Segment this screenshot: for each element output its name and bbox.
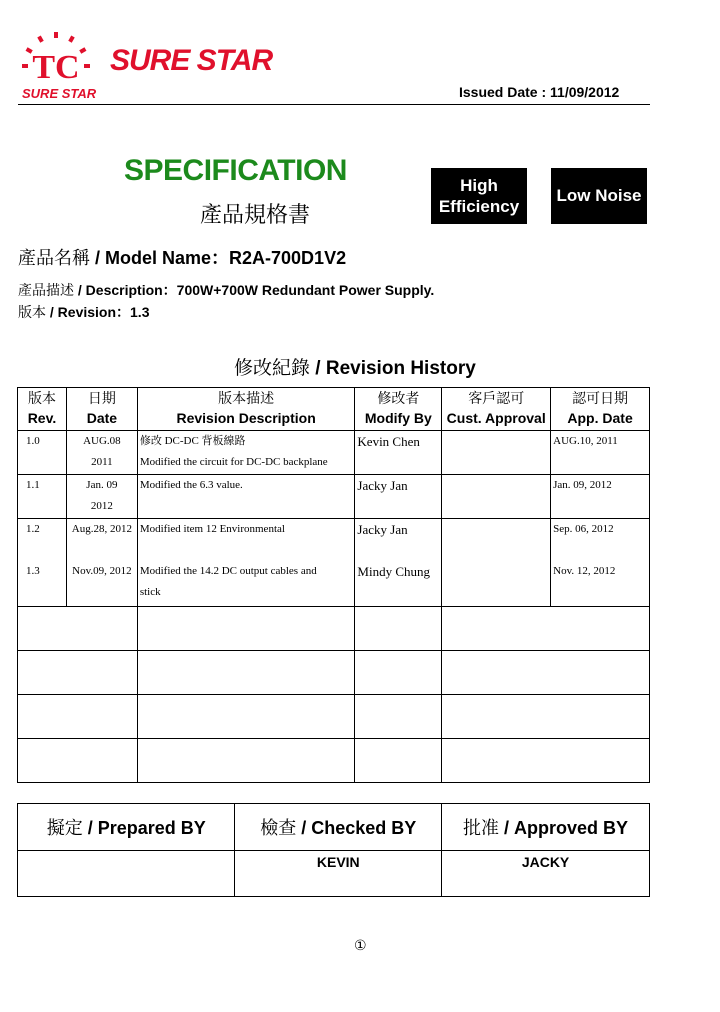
revision-label-cn: 版本 <box>18 305 46 321</box>
cell-description: 修改 DC-DC 背板線路 Modified the circuit for DC-DC backplane <box>137 431 355 475</box>
history-title-cn: 修改紀錄 <box>234 357 311 379</box>
empty-cell <box>137 607 355 651</box>
revision-line <box>18 302 149 322</box>
table-row <box>18 431 650 475</box>
badge-line-1: High <box>460 176 498 195</box>
header-app-date: 認可日期 App. Date <box>551 388 650 431</box>
empty-cell <box>442 607 650 651</box>
description-label-cn: 產品描述 <box>18 283 74 299</box>
cell-rev: 1.0 <box>18 431 67 475</box>
cell-app-date: Jan. 09, 2012 <box>551 475 650 519</box>
cell-date: Jan. 09 2012 <box>66 475 137 519</box>
empty-cell <box>355 695 442 739</box>
signature-value-row <box>18 851 650 897</box>
empty-cell <box>137 651 355 695</box>
empty-cell <box>355 739 442 783</box>
empty-cell <box>18 607 138 651</box>
history-title-en: / Revision History <box>310 358 476 379</box>
approved-by-value: JACKY <box>442 851 650 897</box>
badge-line-2: Efficiency <box>438 197 520 216</box>
table-row <box>18 519 650 607</box>
document-title-chinese: 產品規格書 <box>200 203 311 228</box>
model-label-cn: 產品名稱 <box>18 248 90 269</box>
empty-cell <box>137 739 355 783</box>
cell-app-date: Sep. 06, 2012 Nov. 12, 2012 <box>551 519 650 607</box>
issued-date: Issued Date : 11/09/2012 <box>459 84 620 100</box>
prepared-by-header: 擬定 / Prepared BY <box>18 804 235 851</box>
cell-approval <box>442 431 551 475</box>
low-noise-badge: Low Noise <box>551 168 647 224</box>
cell-date: Aug.28, 2012 Nov.09, 2012 <box>66 519 137 607</box>
header-rev: 版本 Rev. <box>18 388 67 431</box>
cell-approval <box>442 519 551 607</box>
checked-by-value: KEVIN <box>235 851 442 897</box>
cell-rev: 1.2 1.3 <box>18 519 67 607</box>
revision-history-title <box>234 353 476 380</box>
empty-cell <box>442 695 650 739</box>
empty-cell <box>442 739 650 783</box>
empty-cell <box>355 607 442 651</box>
table-row-empty <box>18 739 650 783</box>
table-row-empty <box>18 607 650 651</box>
cell-modify-by: Jacky Jan <box>355 475 442 519</box>
high-efficiency-badge <box>431 168 527 224</box>
signature-header-row <box>18 804 650 851</box>
checked-by-header: 檢查 / Checked BY <box>235 804 442 851</box>
empty-cell <box>355 651 442 695</box>
cell-app-date: AUG.10, 2011 <box>551 431 650 475</box>
revision-label-en: / Revision：1.3 <box>46 304 150 320</box>
empty-cell <box>442 651 650 695</box>
model-label-en: / Model Name：R2A-700D1V2 <box>90 248 347 268</box>
cell-modify-by: Jacky Jan Mindy Chung <box>355 519 442 607</box>
header-description: 版本描述 Revision Description <box>137 388 355 431</box>
empty-cell <box>18 695 138 739</box>
cell-description: Modified item 12 Environmental Modified the 14.2 DC output cables and stick <box>137 519 355 607</box>
header-cust-approval: 客戶認可 Cust. Approval <box>442 388 551 431</box>
cell-description: Modified the 6.3 value. <box>137 475 355 519</box>
description-line <box>18 280 434 300</box>
empty-cell <box>18 739 138 783</box>
table-row <box>18 475 650 519</box>
document-title: SPECIFICATION <box>124 154 347 187</box>
revision-history-table <box>17 387 650 783</box>
company-name: SURE STAR <box>110 44 273 77</box>
page-number: ① <box>354 938 367 954</box>
model-name-line <box>18 244 346 270</box>
table-row-empty <box>18 651 650 695</box>
header-divider <box>18 104 650 105</box>
cell-date: AUG.08 2011 <box>66 431 137 475</box>
prepared-by-value <box>18 851 235 897</box>
description-label-en: / Description：700W+700W Redundant Power Supply. <box>74 282 435 298</box>
table-row-empty <box>18 695 650 739</box>
cell-approval <box>442 475 551 519</box>
header-modify-by: 修改者 Modify By <box>355 388 442 431</box>
company-name-small: SURE STAR <box>22 86 97 101</box>
header-date: 日期 Date <box>66 388 137 431</box>
table-header-row <box>18 388 650 431</box>
empty-cell <box>137 695 355 739</box>
cell-rev: 1.1 <box>18 475 67 519</box>
approved-by-header: 批准 / Approved BY <box>442 804 650 851</box>
signature-table <box>17 803 650 897</box>
cell-modify-by: Kevin Chen <box>355 431 442 475</box>
empty-cell <box>18 651 138 695</box>
svg-text:TC: TC <box>32 49 80 86</box>
